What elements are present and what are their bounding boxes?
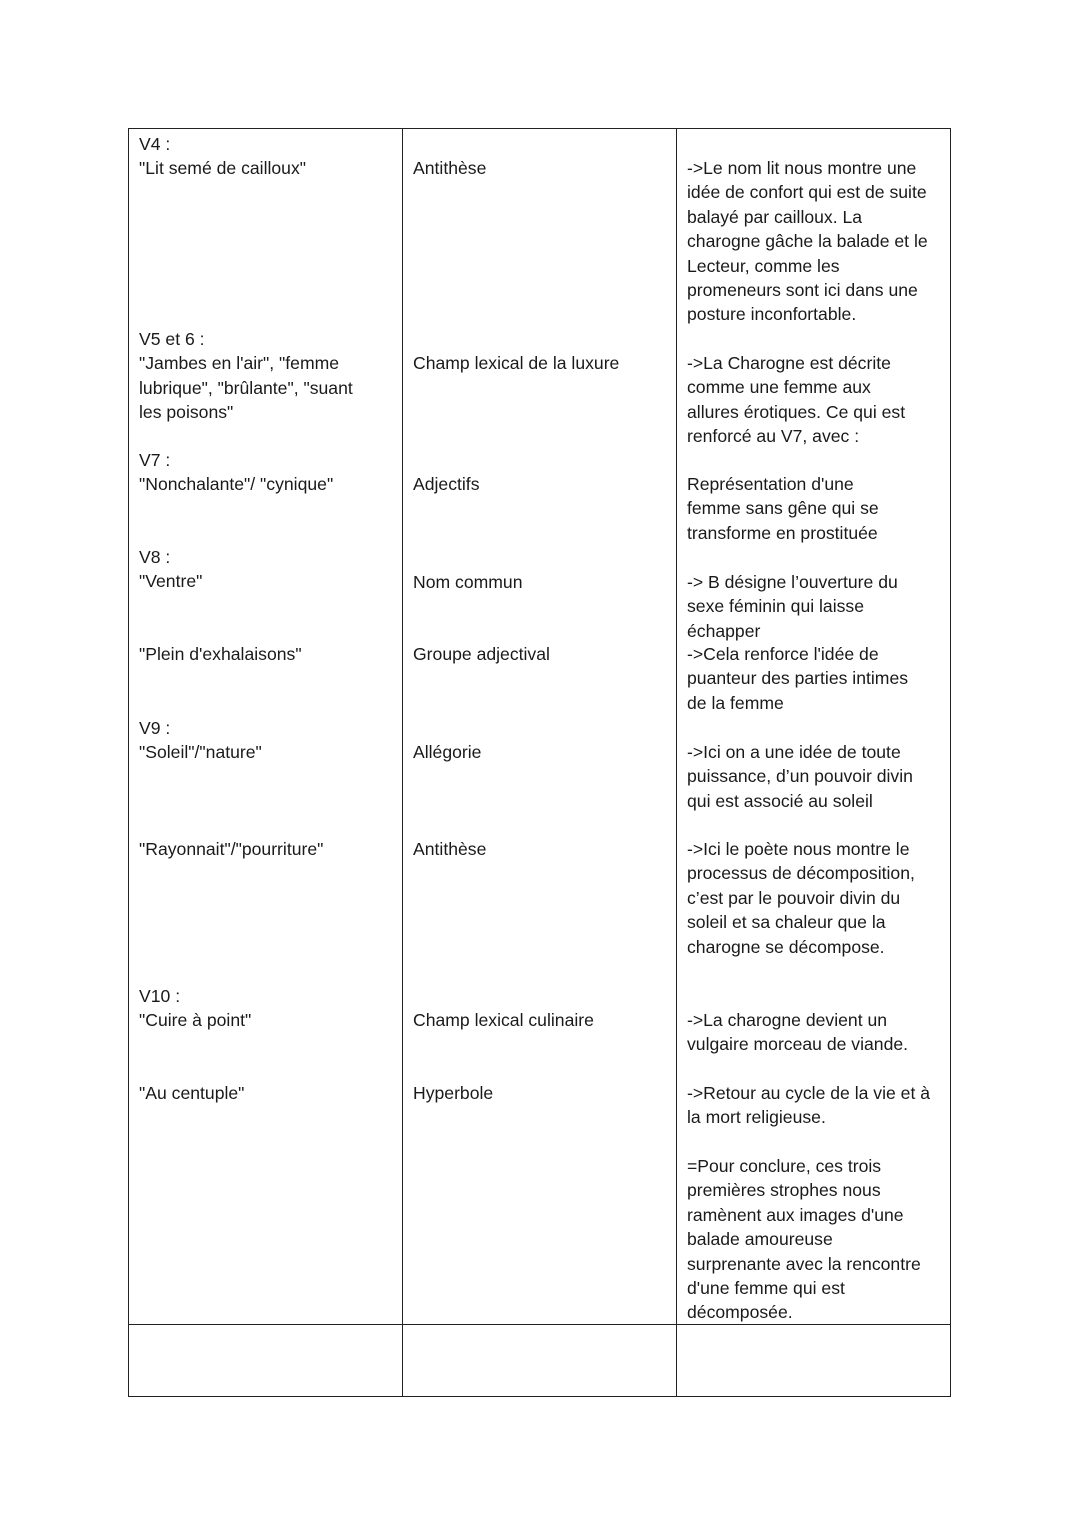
empty-cell-bottom-2 <box>403 1325 675 1397</box>
verse-cell-exhalaisons: "Plein d'exhalaisons" <box>139 644 302 664</box>
figure-cell-v8: Nom commun <box>413 572 523 592</box>
verse-cell-rayonnait: "Rayonnait"/"pourriture" <box>139 839 324 859</box>
verse-cell-v7: V7 : "Nonchalante"/ "cynique" <box>139 450 334 495</box>
figure-cell-v10: Champ lexical culinaire <box>413 1010 594 1030</box>
figure-cell-v5-6: Champ lexical de la luxure <box>413 353 620 373</box>
figure-cell-rayonnait: Antithèse <box>413 839 487 859</box>
figure-cell-v7: Adjectifs <box>413 474 480 494</box>
analysis-cell-centuple: ->Retour au cycle de la vie et à la mort religieuse. <box>687 1083 931 1128</box>
analysis-table <box>128 128 951 1397</box>
figure-cell-exhalaisons: Groupe adjectival <box>413 644 550 664</box>
analysis-cell-v8: -> B désigne l’ouverture du sexe féminin qui laisse échapper <box>687 572 898 641</box>
analysis-cell-exhalaisons: ->Cela renforce l'idée de puanteur des parties intimes de la femme <box>687 644 909 713</box>
verse-cell-v4: V4 : "Lit semé de cailloux" <box>139 134 307 179</box>
verse-cell-v5-6: V5 et 6 : "Jambes en l'air", "femme lubrique", "brûlante", "suant les poisons" <box>139 329 353 423</box>
column-divider-2 <box>676 129 677 1396</box>
verse-cell-v8: V8 : "Ventre" <box>139 547 203 592</box>
verse-cell-centuple: "Au centuple" <box>139 1083 245 1103</box>
empty-cell-bottom-1 <box>129 1325 401 1397</box>
verse-cell-v10: V10 : "Cuire à point" <box>139 986 252 1031</box>
column-divider-1 <box>402 129 403 1396</box>
analysis-cell-v7: Représentation d'une femme sans gêne qui se transforme en prostituée <box>687 474 879 543</box>
figure-cell-v4: Antithèse <box>413 158 487 178</box>
analysis-cell-rayonnait: ->Ici le poète nous montre le processus de décomposition, c’est par le pouvoir divin du soleil et sa chaleur que la charogne se décompose. <box>687 839 915 957</box>
analysis-cell-v4: ->Le nom lit nous montre une idée de confort qui est de suite balayé par cailloux. La charogne gâche la balade et le Lecteur, comme les promeneurs sont ici dans une posture inconfortable. <box>687 158 928 325</box>
analysis-cell-v5-6: ->La Charogne est décrite comme une femme aux allures érotiques. Ce qui est renforcé au V7, avec : <box>687 353 906 447</box>
verse-cell-v9: V9 : "Soleil"/"nature" <box>139 718 262 763</box>
figure-cell-centuple: Hyperbole <box>413 1083 494 1103</box>
analysis-cell-v9: ->Ici on a une idée de toute puissance, d’un pouvoir divin qui est associé au soleil <box>687 742 913 811</box>
figure-cell-v9: Allégorie <box>413 742 482 762</box>
empty-cell-bottom-3 <box>677 1325 949 1397</box>
analysis-cell-v10: ->La charogne devient un vulgaire morceau de viande. <box>687 1010 909 1055</box>
conclusion-text: =Pour conclure, ces trois premières strophes nous ramènent aux images d'une balade amoureuse surprenante avec la rencontre d'une femme qui est décomposée. <box>687 1156 921 1323</box>
